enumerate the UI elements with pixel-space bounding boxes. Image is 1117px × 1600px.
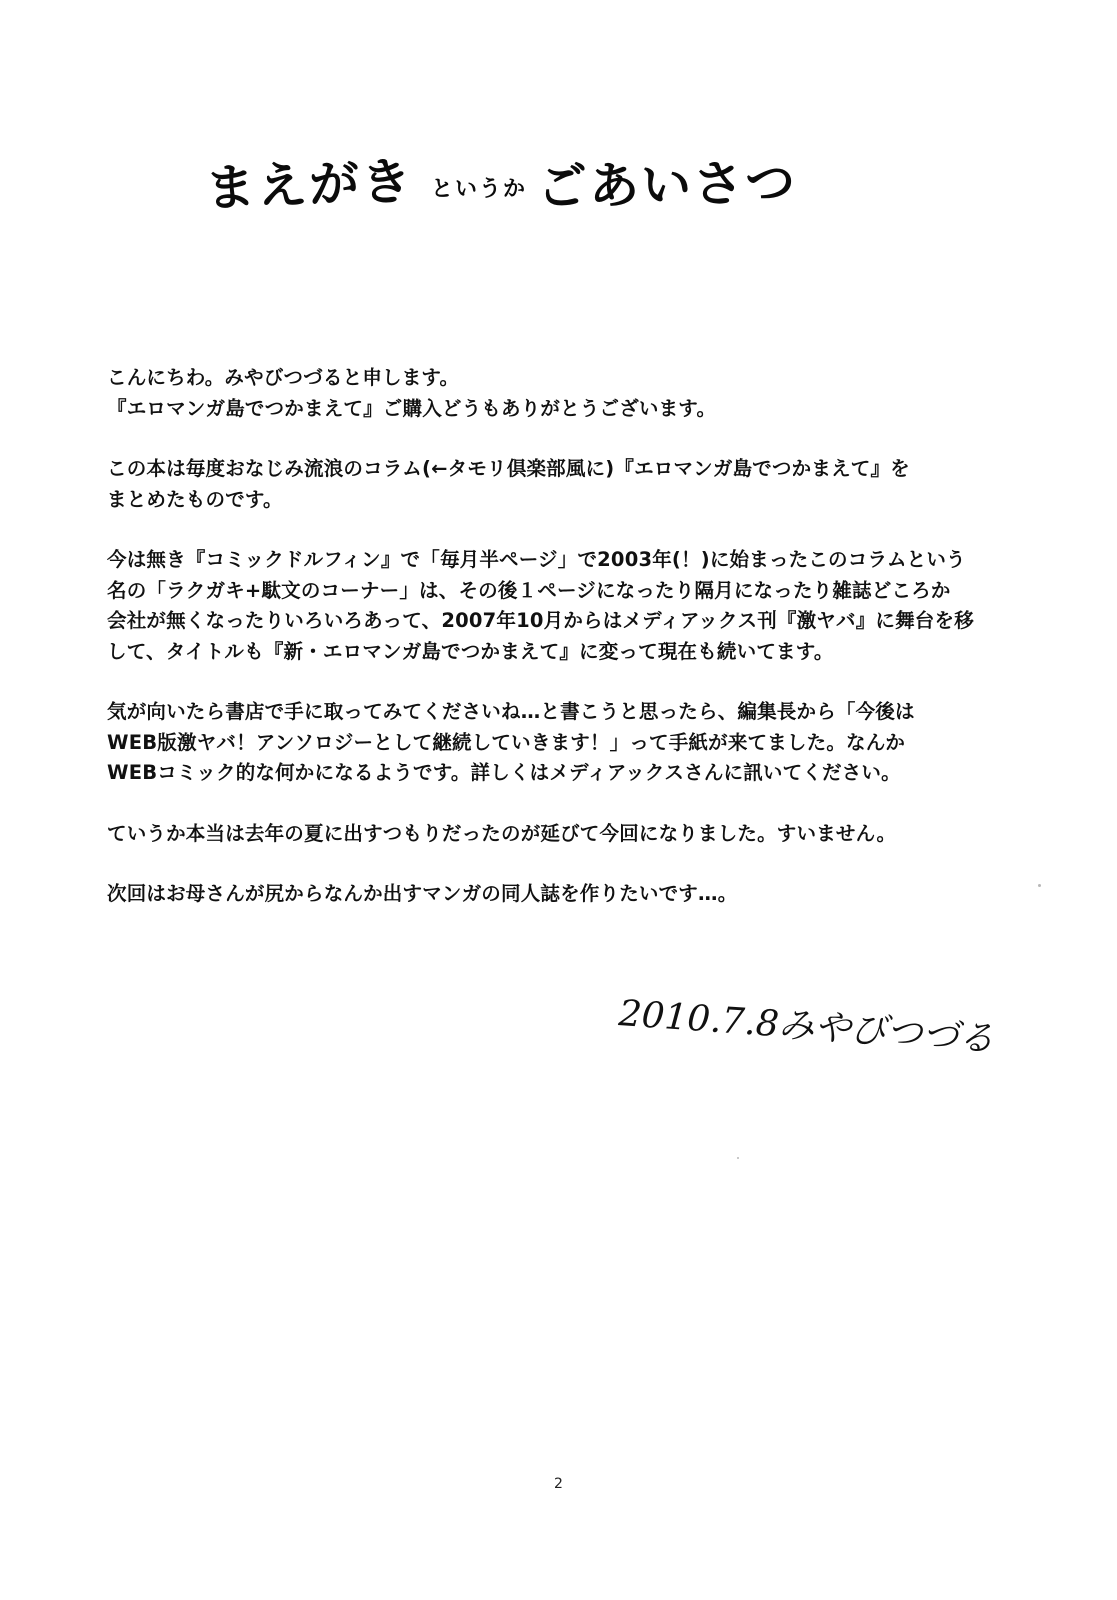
text-line: 名の「ラクガキ+駄文のコーナー」は、その後１ページになったり隔月になったり雑誌どころか bbox=[107, 578, 951, 602]
text-line: 『エロマンガ島でつかまえて』ご購入どうもありがとうございます。 bbox=[107, 396, 717, 420]
paragraph-2 bbox=[107, 454, 987, 515]
text-line: して、タイトルも『新・エロマンガ島でつかまえて』に変って現在も続いてます。 bbox=[107, 639, 834, 663]
page-title bbox=[204, 145, 798, 225]
text-line: ていうか本当は去年の夏に出すつもりだったのが延びて今回になりました。すいません。 bbox=[107, 821, 897, 845]
text-line: この本は毎度おなじみ流浪のコラム(←タモリ倶楽部風に)『エロマンガ島でつかまえて』を bbox=[107, 457, 910, 480]
text-line: 会社が無くなったりいろいろあって、2007年10月からはメディアックス刊『激ヤバ』に舞台を移 bbox=[107, 609, 974, 632]
scan-speck bbox=[737, 1157, 739, 1159]
title-connector: というか bbox=[431, 177, 528, 202]
title-greeting: ごあいさつ bbox=[536, 153, 798, 217]
text-line: WEBコミック的な何かになるようです。詳しくはメディアックスさんに訊いてください。 bbox=[107, 761, 901, 784]
text-line: 次回はお母さんが尻からなんか出すマンガの同人誌を作りたいです…。 bbox=[107, 882, 738, 905]
text-line: 今は無き『コミックドルフィン』で「毎月半ページ」で2003年(！)に始まったこのコラムという bbox=[107, 548, 966, 571]
text-line: まとめたものです。 bbox=[107, 487, 283, 511]
text-line: WEB版激ヤバ！アンソロジーとして継続していきます！」って手紙が来てました。なんか bbox=[107, 730, 906, 754]
handwritten-signature bbox=[615, 985, 996, 1086]
title-main: まえがき bbox=[204, 152, 415, 218]
paragraph-6 bbox=[107, 879, 987, 910]
paragraph-4 bbox=[107, 697, 987, 789]
page-number: 2 bbox=[554, 1476, 563, 1492]
paragraph-1 bbox=[107, 363, 987, 424]
body-text bbox=[107, 363, 987, 940]
signature-name: みやびつづる bbox=[777, 1004, 996, 1061]
paragraph-3 bbox=[107, 545, 987, 667]
text-line: 気が向いたら書店で手に取ってみてくださいね…と書こうと思ったら、編集長から「今後は bbox=[107, 700, 915, 723]
paragraph-5 bbox=[107, 819, 987, 850]
text-line: こんにちわ。みやびつづると申します。 bbox=[107, 366, 460, 389]
signature-date: 2010.7.8 bbox=[617, 993, 781, 1046]
scan-speck bbox=[1038, 884, 1041, 887]
